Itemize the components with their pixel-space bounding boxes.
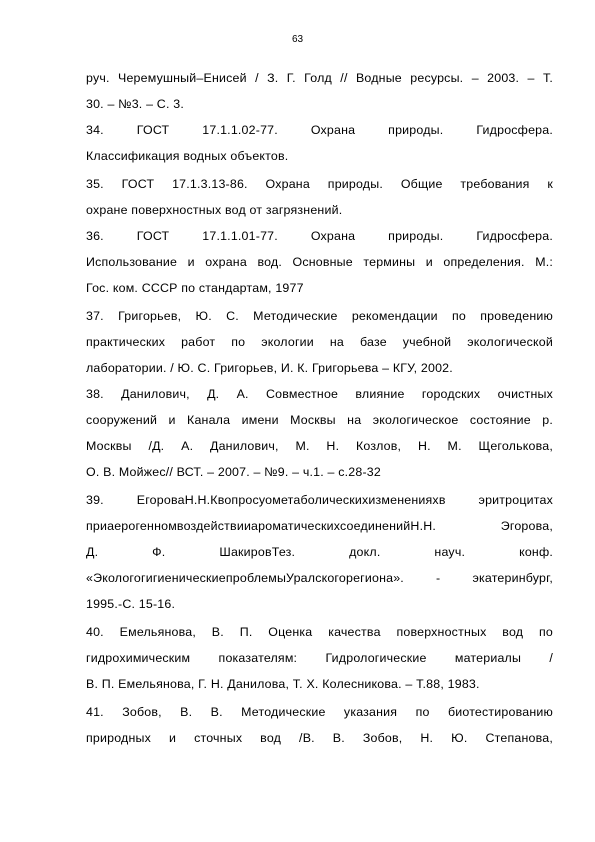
reference-line: 30. – №3. – С. 3. [86, 97, 184, 111]
reference-line: природных и сточных вод /В. В. Зобов, Н. Ю. Степанова, [86, 731, 553, 745]
reference-line: Классификация водных объектов. [86, 149, 289, 163]
reference-line: 39. ЕгороваН.Н.Квопросуометаболическихизмененияхв эритроцитах [86, 493, 553, 507]
reference-line: «ЭкологогигиеническиепроблемыУралскогорегиона». - экатеринбург, [86, 571, 553, 585]
reference-line: 38. Данилович, Д. А. Совместное влияние городских очистных [86, 387, 553, 401]
reference-line: приаерогенномвоздействииароматическихсоединенийН.Н. Эгорова, [86, 519, 553, 533]
reference-line: гидрохимическим показателям: Гидрологические материалы / [86, 651, 553, 665]
reference-line: В. П. Емельянова, Г. Н. Данилова, Т. Х. Колесникова. – Т.88, 1983. [86, 677, 480, 691]
reference-line: 1995.-С. 15-16. [86, 597, 176, 611]
reference-line: 35. ГОСТ 17.1.3.13-86. Охрана природы. Общие требования к [86, 177, 553, 191]
reference-line: Гос. ком. СССР по стандартам, 1977 [86, 281, 304, 295]
reference-line: лаборатории. / Ю. С. Григорьев, И. К. Григорьева – КГУ, 2002. [86, 361, 453, 375]
page-number: 63 [291, 34, 304, 45]
reference-line: Использование и охрана вод. Основные термины и определения. М.: [86, 255, 553, 269]
reference-line: 40. Емельянова, В. П. Оценка качества поверхностных вод по [86, 625, 553, 639]
reference-line: 34. ГОСТ 17.1.1.02-77. Охрана природы. Гидросфера. [86, 123, 553, 137]
reference-line: 41. Зобов, В. В. Методические указания по биотестированию [86, 705, 553, 719]
reference-line: О. В. Мойжес// ВСТ. – 2007. – №9. – ч.1. – с.28-32 [86, 465, 381, 479]
reference-line: охране поверхностных вод от загрязнений. [86, 203, 343, 217]
reference-line: 37. Григорьев, Ю. С. Методические рекомендации по проведению [86, 309, 553, 323]
reference-line: Москвы /Д. А. Данилович, М. Н. Козлов, Н. М. Щеголькова, [86, 439, 553, 453]
reference-line: руч. Черемушный–Енисей / З. Г. Голд // Водные ресурсы. – 2003. – Т. [86, 71, 553, 85]
reference-line: Д. Ф. ШакировТез. докл. науч. конф. [86, 545, 553, 559]
reference-line: практических работ по экологии на базе учебной экологической [86, 335, 553, 349]
reference-line: 36. ГОСТ 17.1.1.01-77. Охрана природы. Гидросфера. [86, 229, 553, 243]
reference-line: сооружений и Канала имени Москвы на экологическое состояние р. [86, 413, 553, 427]
